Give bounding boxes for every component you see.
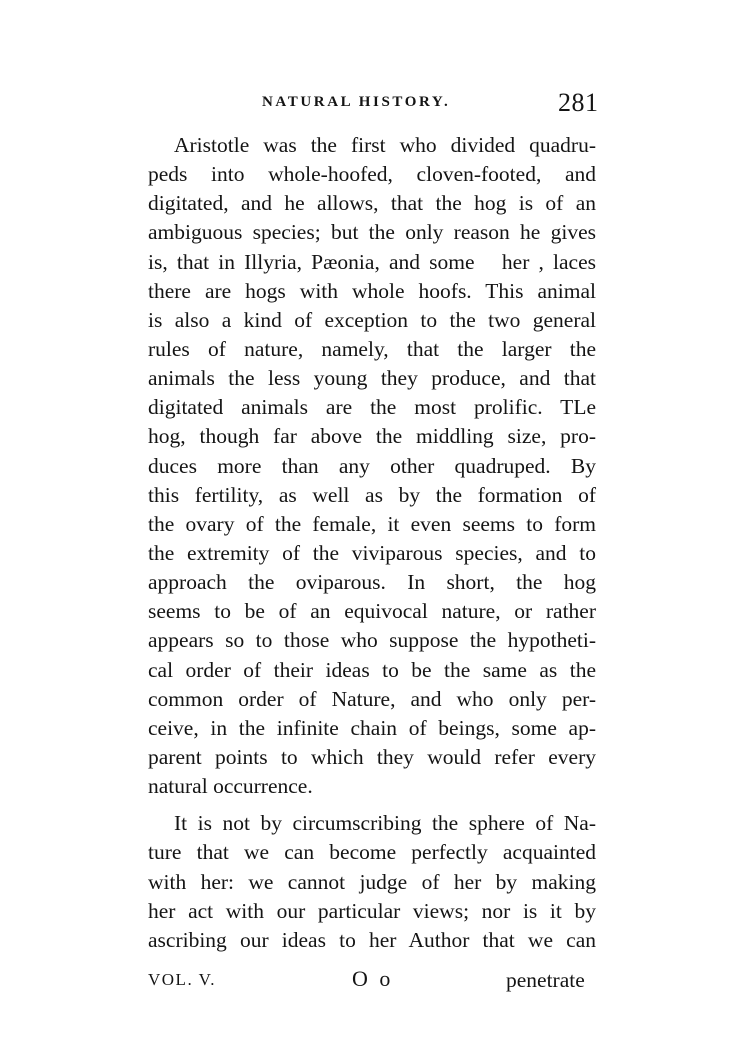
text-line: is also a kind of exception to the two general [148, 307, 596, 332]
body-text [148, 131, 596, 955]
text-line: Aristotle was the first who divided quadru- [174, 133, 596, 157]
text-line: the extremity of the viviparous species, and to [148, 540, 596, 565]
text-line: digitated animals are the most prolific. TLe [148, 395, 596, 420]
text-line: the ovary of the female, it even seems to form [148, 511, 596, 536]
page-footer [0, 964, 750, 998]
text-line: seems to be of an equivocal nature, or rather [148, 599, 596, 624]
running-head [0, 88, 750, 124]
text-line: ascribing our ideas to her Author that we can [148, 927, 596, 952]
text-line: hog, though far above the middling size, pro- [148, 424, 596, 449]
text-line: common order of Nature, and who only per- [148, 686, 596, 711]
text-line: her act with our particular views; nor is it by [148, 898, 596, 923]
text-line: digitated, and he allows, that the hog is of an [148, 191, 596, 216]
text-line: with her: we cannot judge of her by making [148, 869, 596, 894]
text-line: appears so to those who suppose the hypotheti- [148, 628, 596, 653]
text-line: rules of nature, namely, that the larger the [148, 336, 596, 361]
text-line: ture that we can become perfectly acquainted [148, 840, 596, 865]
text-line: there are hogs with whole hoofs. This animal [148, 278, 596, 303]
text-line: It is not by circumscribing the sphere of Na- [174, 811, 596, 836]
text-line: parent points to which they would refer every [148, 744, 596, 769]
text-line: ceive, in the infinite chain of beings, some ap- [148, 715, 596, 740]
text-line: natural occurrence. [148, 774, 313, 799]
text-line: cal order of their ideas to be the same as the [148, 657, 596, 682]
paragraph [148, 809, 596, 955]
text-line: approach the oviparous. In short, the hog [148, 570, 596, 595]
paragraph [148, 131, 596, 801]
catchword: penetrate [506, 968, 585, 992]
text-line: this fertility, as well as by the formation of [148, 482, 596, 507]
text-line: animals the less young they produce, and that [148, 366, 596, 391]
text-line: ambiguous species; but the only reason he gives [148, 220, 596, 245]
paragraph-gap [148, 801, 596, 809]
volume-mark: VOL. V. [148, 970, 216, 989]
text-line: peds into whole-hoofed, cloven-footed, and [148, 162, 596, 187]
text-line: duces more than any other quadruped. By [148, 453, 596, 478]
running-title: NATURAL HISTORY. [262, 94, 451, 110]
text-line: is, that in Illyria, Pæonia, and some her , laces [148, 249, 596, 274]
page-number: 281 [558, 88, 599, 117]
signature-mark: O o [352, 966, 394, 991]
